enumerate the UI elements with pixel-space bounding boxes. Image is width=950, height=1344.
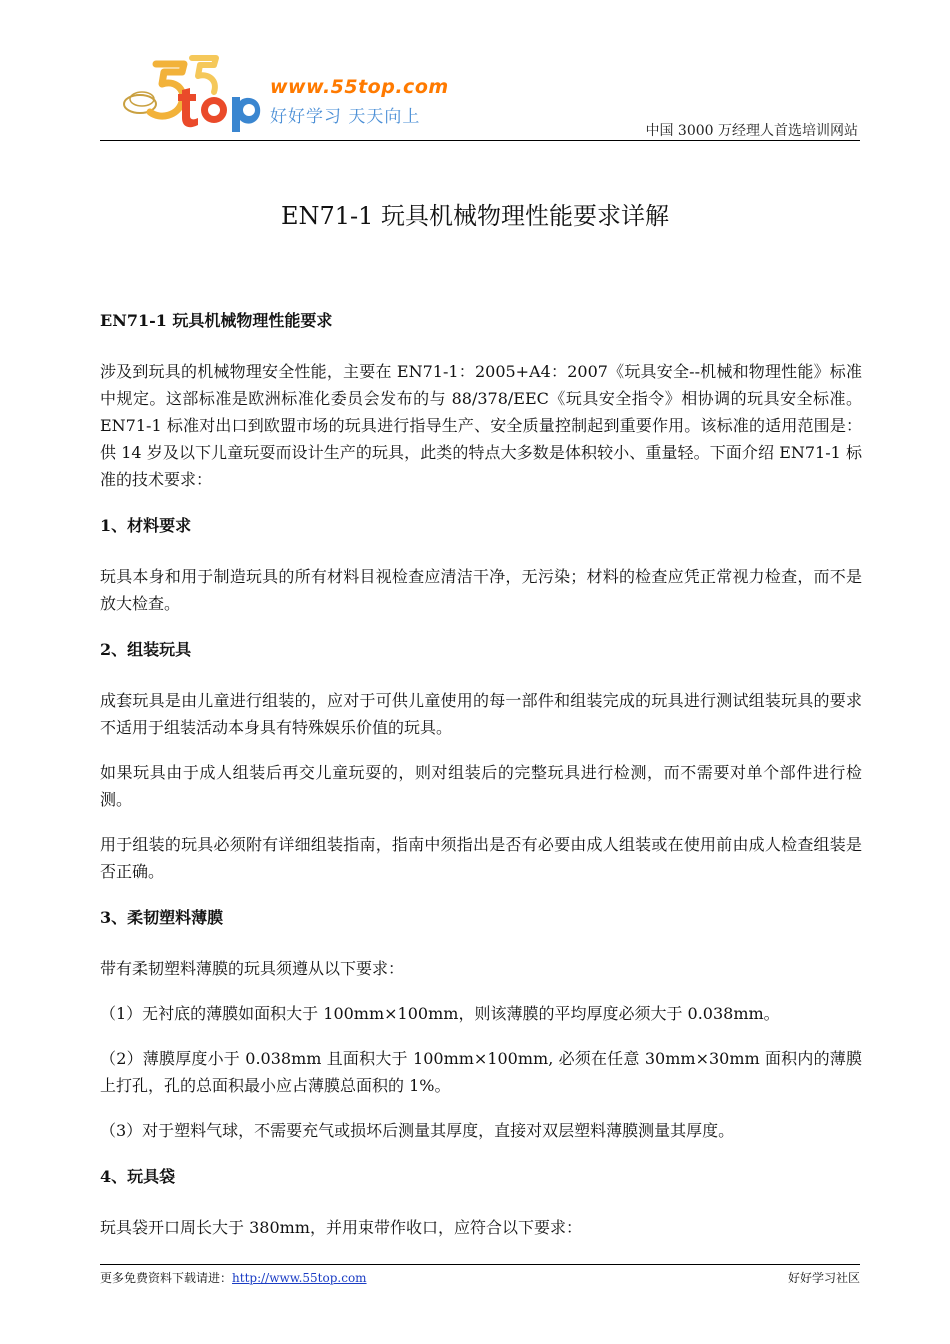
document-body [100, 306, 862, 1241]
footer-community-name: 好好学习社区 [787, 1271, 860, 1285]
section-heading-materials: 1、材料要求 [100, 516, 192, 535]
assembly-paragraph-2: 如果玩具由于成人组装后再交儿童玩耍的，则对组装后的完整玩具进行检测，而不需要对单个部件进行检测。 [100, 763, 862, 809]
header-tagline: 中国 3000 万经理人首选培训网站 [645, 123, 858, 139]
intro-paragraph: 涉及到玩具的机械物理安全性能，主要在 EN71-1：2005+A4：2007《玩具安全--机械和物理性能》标准中规定。这部标准是欧洲标准化委员会发布的与 88/378/EEC《玩具安全指令》相协调的玩具安全标准。EN71-1 标准对出口到欧盟市场的玩具进行指导生产、安全质量控制起到重要作用。该标准的适用范围是：供 14 岁及以下儿童玩耍而设计生产的玩具，此类的特点大多数是体积较小、重量轻。下面介绍 EN71-1 标准的技术要求： [100, 362, 862, 489]
plastic-film-item-1: （1）无衬底的薄膜如面积大于 100mm×100mm，则该薄膜的平均厚度必须大于 0.038mm。 [100, 1004, 780, 1023]
site-logo[interactable] [112, 52, 449, 134]
plastic-film-intro: 带有柔韧塑料薄膜的玩具须遵从以下要求： [100, 959, 405, 978]
document-title: EN71-1 玩具机械物理性能要求详解 [280, 202, 670, 230]
page-footer [100, 1264, 860, 1293]
materials-paragraph: 玩具本身和用于制造玩具的所有材料目视检查应清洁干净，无污染；材料的检查应凭正常视力检查，而不是放大检查。 [100, 567, 862, 613]
logo-url-text: www.55top.com [270, 76, 449, 98]
plastic-film-item-2: （2）薄膜厚度小于 0.038mm 且面积大于 100mm×100mm, 必须在任意 30mm×30mm 面积内的薄膜上打孔，孔的总面积最小应占薄膜总面积的 1%。 [100, 1049, 862, 1095]
section-heading-toy-bags: 4、玩具袋 [100, 1167, 176, 1186]
assembly-paragraph-1: 成套玩具是由儿童进行组装的，应对于可供儿童使用的每一部件和组装完成的玩具进行测试组装玩具的要求不适用于组装活动本身具有特殊娱乐价值的玩具。 [100, 691, 862, 737]
footer-divider [100, 1264, 860, 1265]
assembly-paragraph-3: 用于组装的玩具必须附有详细组装指南，指南中须指出是否有必要由成人组装或在使用前由成人检查组装是否正确。 [100, 835, 862, 881]
section-heading-intro: EN71-1 玩具机械物理性能要求 [100, 311, 333, 330]
footer-download-note [100, 1269, 367, 1286]
section-heading-assembly: 2、组装玩具 [100, 640, 192, 659]
footer-download-label: 更多免费资料下载请进： [100, 1271, 233, 1285]
footer-site-link[interactable]: http://www.55top.com [232, 1271, 367, 1285]
section-heading-plastic-film: 3、柔韧塑料薄膜 [100, 908, 224, 927]
plastic-film-item-3: （3）对于塑料气球，不需要充气或损坏后测量其厚度，直接对双层塑料薄膜测量其厚度。 [100, 1121, 735, 1140]
page-header [100, 52, 860, 142]
header-divider [100, 140, 860, 141]
toy-bags-paragraph: 玩具袋开口周长大于 380mm，并用束带作收口，应符合以下要求： [100, 1218, 582, 1237]
55top-logo-graphic [112, 52, 272, 134]
logo-slogan: 好好学习 天天向上 [270, 107, 421, 127]
